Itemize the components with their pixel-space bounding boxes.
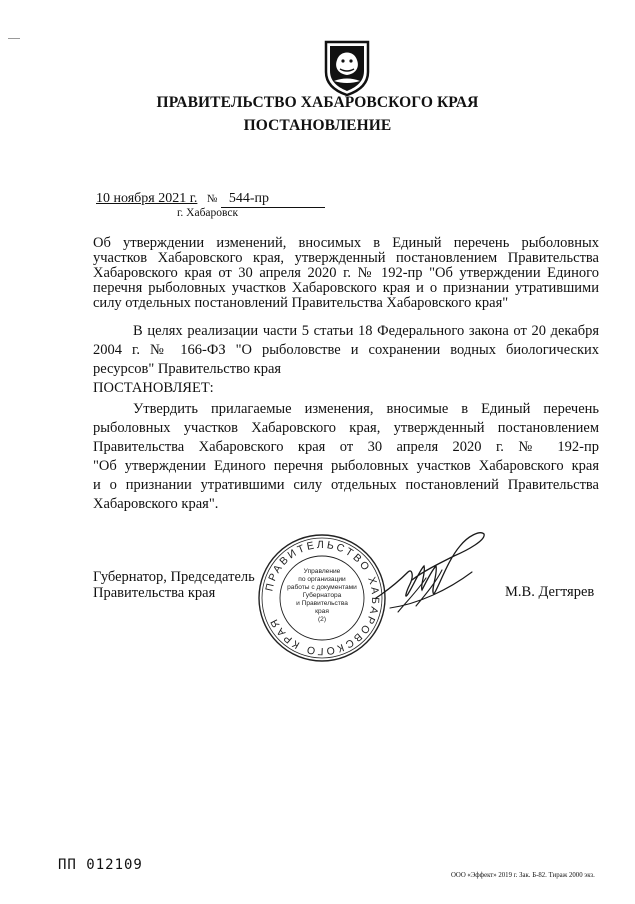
document-type: ПОСТАНОВЛЕНИЕ [243, 117, 392, 134]
preamble-line: В целях реализации части 5 статьи 18 Федерального закона от 20 декабря [133, 323, 599, 339]
stamp-center-line: Управление [303, 568, 341, 575]
document-number: 544-пр [221, 191, 325, 208]
subject-line: перечня рыболовных участков Хабаровского края и о признании утратившими [93, 280, 599, 296]
margin-mark [8, 38, 20, 39]
stamp-center-line: работы с документами [287, 584, 357, 591]
stamp-center-line: (2) [317, 616, 327, 623]
registration-line [96, 191, 325, 208]
subject-line: силу отдельных постановлений Правительства Хабаровского края" [93, 295, 509, 311]
stamp-ring-text: ПРАВИТЕЛЬСТВО ХАБАРОВСКОГО КРАЯ [263, 538, 382, 658]
decision-line: рыболовных участков Хабаровского края, утвержденный постановлением [93, 420, 599, 436]
signatory-title [93, 569, 255, 601]
coat-of-arms-emblem [322, 38, 372, 96]
subject-heading [93, 236, 599, 311]
preamble-line: ресурсов" Правительство края [93, 361, 282, 377]
stamp-center-line: Губернатора [302, 592, 342, 599]
decision-line: "Об утверждении Единого перечня рыболовных участков Хабаровского края [93, 458, 599, 474]
stamp-center-line: и Правительства [296, 600, 348, 607]
decision-line: и о признании утратившими силу отдельных постановлений Правительства [93, 477, 599, 493]
handwritten-signature [368, 520, 488, 630]
subject-line: Об утверждении изменений, вносимых в Единый перечень рыболовных [93, 235, 599, 251]
decision-line: Хабаровского края". [93, 496, 219, 512]
preamble-line: 2004 г. № 166-ФЗ "О рыболовстве и сохранении водных биологических [93, 342, 599, 358]
form-code: ПП 012109 [58, 857, 143, 873]
government-title: ПРАВИТЕЛЬСТВО ХАБАРОВСКОГО КРАЯ [156, 94, 479, 111]
preamble [93, 322, 599, 398]
stamp-center-line: по организации [298, 576, 346, 583]
stamp-center-line: края [315, 608, 329, 615]
signatory-name: М.В. Дегтярев [505, 584, 595, 600]
city: г. Хабаровск [177, 207, 239, 219]
decision-text [93, 400, 599, 514]
decision-line: Утвердить прилагаемые изменения, вносимые в Единый перечень [133, 401, 599, 417]
document-date: 10 ноября 2021 г. [96, 191, 198, 206]
subject-line: участков Хабаровского края, утвержденный постановлением Правительства [93, 250, 599, 266]
resolves-word: ПОСТАНОВЛЯЕТ: [93, 380, 214, 396]
number-sign: № [206, 193, 218, 205]
print-imprint: ООО «Эффект» 2019 г. Зак. Б-82. Тираж 2000 экз. [451, 872, 595, 879]
subject-line: Хабаровского края от 30 апреля 2020 г. № 192-пр "Об утверждении Единого [93, 265, 599, 281]
decision-line: Правительства Хабаровского края от 30 апреля 2020 г. № 192-пр [93, 439, 599, 455]
signatory-title-line: Правительства края [93, 585, 216, 601]
signatory-title-line: Губернатор, Председатель [93, 569, 255, 585]
